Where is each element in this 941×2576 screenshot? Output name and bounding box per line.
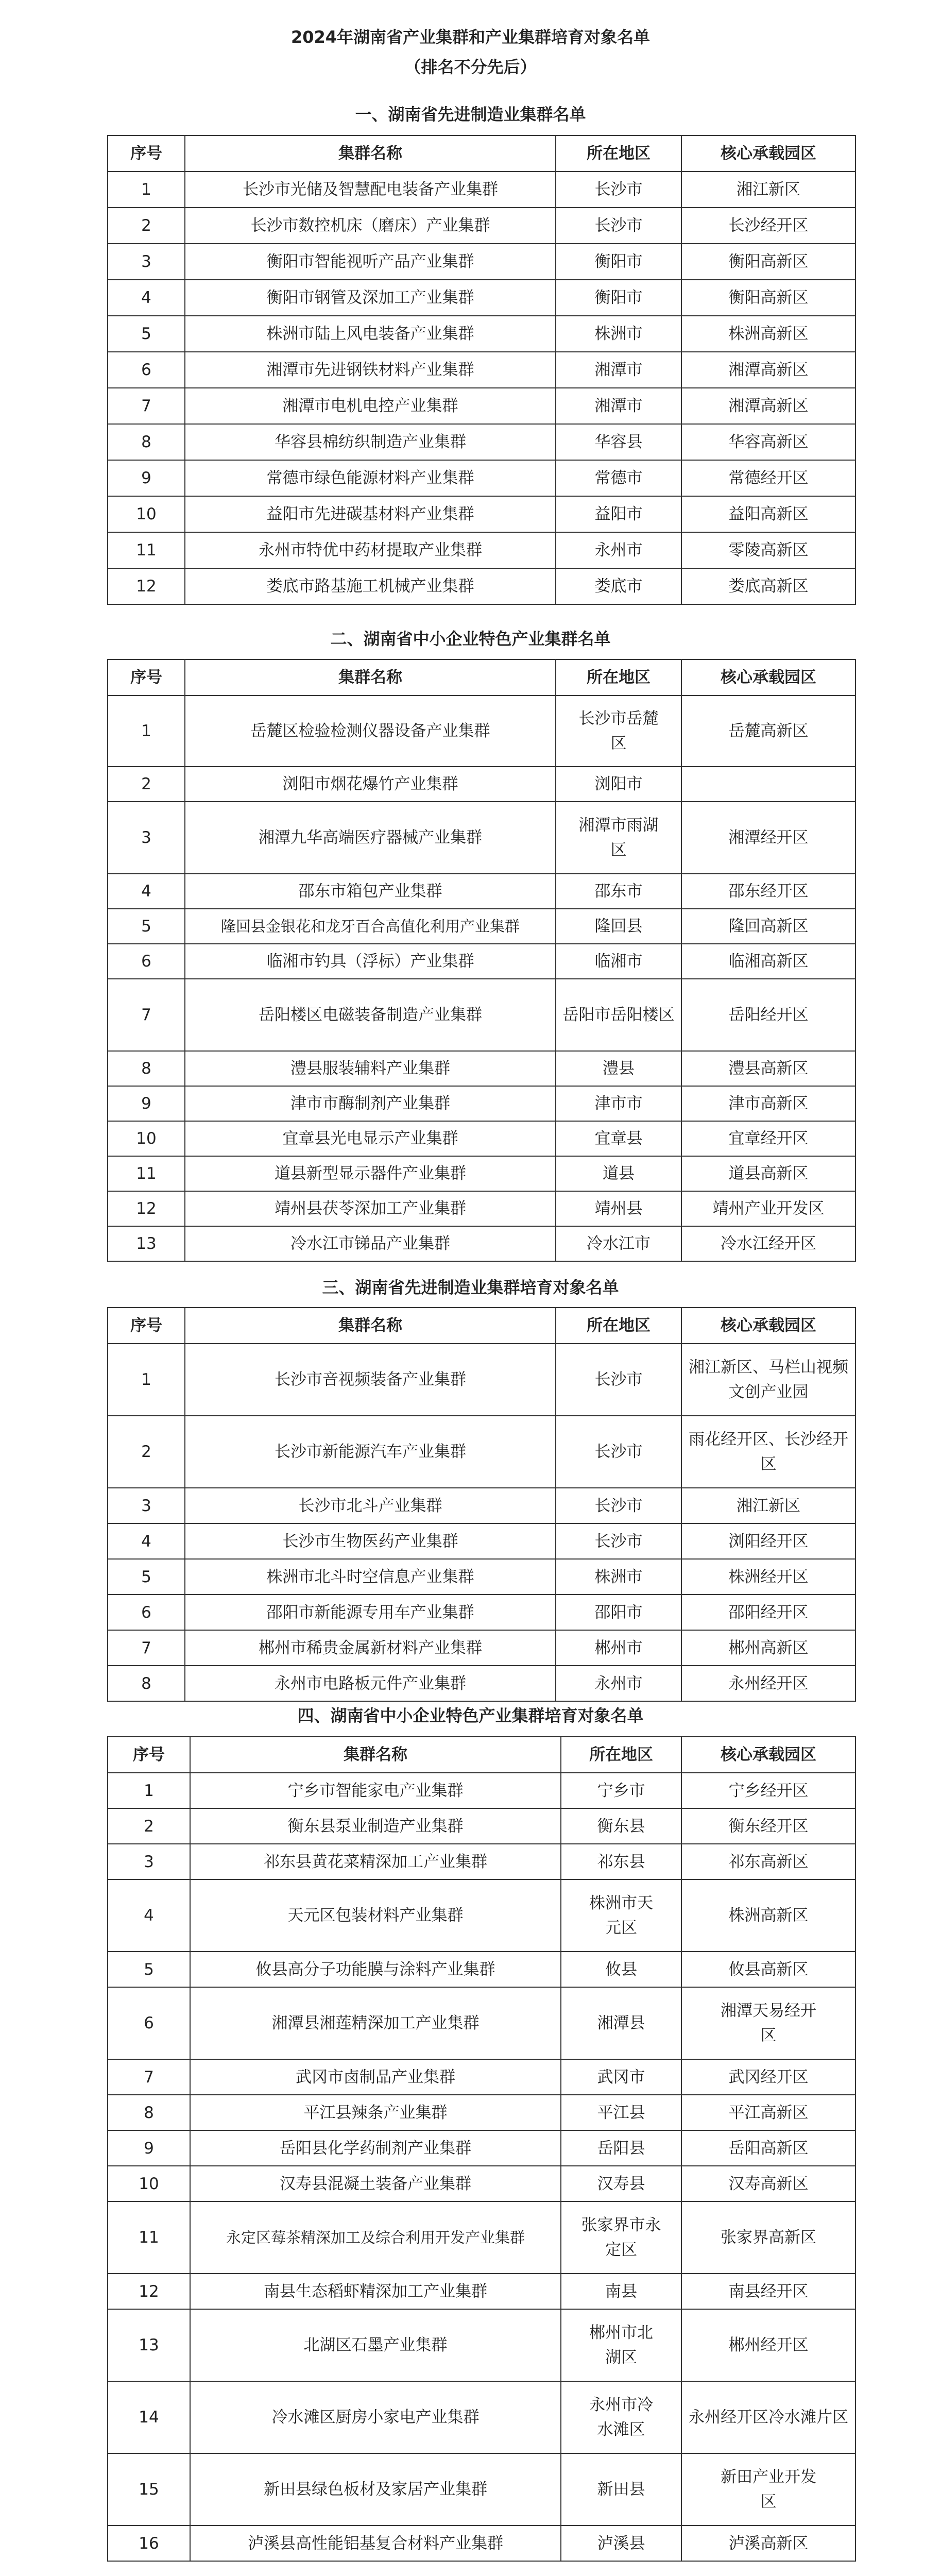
- cell-name: 长沙市光储及智慧配电装备产业集群: [185, 172, 556, 208]
- cell-name: 隆回县金银花和龙牙百合高值化利用产业集群: [185, 909, 556, 944]
- section-title-1: 一、湖南省先进制造业集群名单: [355, 105, 586, 124]
- cell-park: 雨花经开区、长沙经开区: [681, 1416, 856, 1488]
- cell-region: 长沙市: [556, 172, 681, 208]
- cell-region: 长沙市: [556, 1488, 681, 1523]
- cell-no: 11: [108, 532, 185, 568]
- cell-name: 长沙市生物医药产业集群: [185, 1523, 556, 1559]
- table-row: [108, 1226, 856, 1261]
- cell-park: 湘潭高新区: [681, 352, 856, 388]
- table-row: [108, 1808, 856, 1844]
- cell-region: 华容县: [556, 424, 681, 460]
- table-row: [108, 2166, 856, 2201]
- cell-no: 3: [108, 244, 185, 280]
- cell-park: 零陵高新区: [681, 532, 856, 568]
- table-row: [108, 280, 856, 316]
- cell-park: 新田产业开发区: [681, 2453, 856, 2526]
- cell-no: 16: [108, 2526, 190, 2561]
- cell-park: 衡阳高新区: [681, 280, 856, 316]
- cell-park: 宁乡经开区: [681, 1773, 856, 1808]
- cell-park: 宜章经开区: [681, 1121, 856, 1156]
- cell-name: 浏阳市烟花爆竹产业集群: [185, 767, 556, 802]
- cell-name: 津市市酶制剂产业集群: [185, 1086, 556, 1121]
- cell-park: 华容高新区: [681, 424, 856, 460]
- cell-region: 新田县: [561, 2453, 681, 2526]
- page-subtitle: （排名不分先后）: [404, 57, 537, 77]
- cell-region: 衡阳市: [556, 280, 681, 316]
- table-row: [108, 2274, 856, 2309]
- cell-region: 长沙市: [556, 1344, 681, 1416]
- cell-region: 湘潭市雨湖区: [556, 802, 681, 874]
- cell-no: 12: [108, 568, 185, 604]
- cell-name: 岳麓区检验检测仪器设备产业集群: [185, 696, 556, 767]
- cell-name: 湘潭九华高端医疗器械产业集群: [185, 802, 556, 874]
- cell-name: 株洲市北斗时空信息产业集群: [185, 1559, 556, 1595]
- cell-name: 岳阳楼区电磁装备制造产业集群: [185, 979, 556, 1051]
- cell-park: 祁东高新区: [681, 1844, 856, 1879]
- cell-no: 12: [108, 1191, 185, 1226]
- cell-name: 岳阳县化学药制剂产业集群: [190, 2130, 561, 2166]
- cell-no: 6: [108, 1987, 190, 2059]
- cell-no: 9: [108, 460, 185, 496]
- cell-name: 湘潭县湘莲精深加工产业集群: [190, 1987, 561, 2059]
- table-row: [108, 1773, 856, 1808]
- cell-region: 汉寿县: [561, 2166, 681, 2201]
- cell-name: 攸县高分子功能膜与涂料产业集群: [190, 1952, 561, 1987]
- table-row: [108, 1630, 856, 1666]
- cell-region: 临湘市: [556, 944, 681, 979]
- cell-name: 宁乡市智能家电产业集群: [190, 1773, 561, 1808]
- header-park: 核心承载园区: [681, 659, 856, 696]
- cell-region: 泸溪县: [561, 2526, 681, 2561]
- cell-no: 1: [108, 172, 185, 208]
- cell-name: 衡阳市智能视听产品产业集群: [185, 244, 556, 280]
- cell-park: 郴州经开区: [681, 2309, 856, 2381]
- cell-no: 6: [108, 352, 185, 388]
- table-row: [108, 1156, 856, 1191]
- cell-no: 14: [108, 2381, 190, 2453]
- cell-no: 11: [108, 2201, 190, 2274]
- header-region: 所在地区: [561, 1737, 681, 1773]
- table-row: [108, 496, 856, 532]
- cell-no: 5: [108, 1952, 190, 1987]
- header-name: 集群名称: [190, 1737, 561, 1773]
- cell-no: 8: [108, 2095, 190, 2130]
- cell-region: 邵东市: [556, 874, 681, 909]
- cell-name: 道县新型显示器件产业集群: [185, 1156, 556, 1191]
- cell-name: 冷水江市锑品产业集群: [185, 1226, 556, 1261]
- table-row: [108, 208, 856, 244]
- cell-park: 湘江新区、马栏山视频文创产业园: [681, 1344, 856, 1416]
- cell-park: 武冈经开区: [681, 2059, 856, 2095]
- cell-park: 岳阳高新区: [681, 2130, 856, 2166]
- cell-name: 宜章县光电显示产业集群: [185, 1121, 556, 1156]
- cell-no: 4: [108, 1879, 190, 1952]
- cell-name: 澧县服装辅料产业集群: [185, 1051, 556, 1086]
- cell-no: 3: [108, 1488, 185, 1523]
- cell-park: 常德经开区: [681, 460, 856, 496]
- cell-park: 道县高新区: [681, 1156, 856, 1191]
- header-no: 序号: [108, 135, 185, 172]
- cell-region: 常德市: [556, 460, 681, 496]
- cell-name: 衡阳市钢管及深加工产业集群: [185, 280, 556, 316]
- cell-no: 5: [108, 316, 185, 352]
- cell-name: 邵阳市新能源专用车产业集群: [185, 1595, 556, 1630]
- table-row: [108, 1344, 856, 1416]
- cell-name: 靖州县茯苓深加工产业集群: [185, 1191, 556, 1226]
- cell-park: 株洲高新区: [681, 316, 856, 352]
- cell-no: 9: [108, 2130, 190, 2166]
- cell-no: 12: [108, 2274, 190, 2309]
- table-row: [108, 909, 856, 944]
- table-row: [108, 2309, 856, 2381]
- cell-no: 13: [108, 2309, 190, 2381]
- cell-region: 娄底市: [556, 568, 681, 604]
- cell-region: 隆回县: [556, 909, 681, 944]
- cell-name: 冷水滩区厨房小家电产业集群: [190, 2381, 561, 2453]
- cell-name: 武冈市卤制品产业集群: [190, 2059, 561, 2095]
- table-row: [108, 2059, 856, 2095]
- table-row: [108, 388, 856, 424]
- cell-region: 津市市: [556, 1086, 681, 1121]
- cell-region: 靖州县: [556, 1191, 681, 1226]
- cell-region: 衡阳市: [556, 244, 681, 280]
- cell-no: 7: [108, 979, 185, 1051]
- cell-park: 湘潭高新区: [681, 388, 856, 424]
- cell-region: 平江县: [561, 2095, 681, 2130]
- cell-park: 岳麓高新区: [681, 696, 856, 767]
- header-park: 核心承载园区: [681, 135, 856, 172]
- cell-region: 攸县: [561, 1952, 681, 1987]
- cell-region: 长沙市: [556, 1523, 681, 1559]
- cell-region: 湘潭县: [561, 1987, 681, 2059]
- cell-no: 10: [108, 496, 185, 532]
- cell-region: 衡东县: [561, 1808, 681, 1844]
- table-row: [108, 1844, 856, 1879]
- cell-region: 郴州市: [556, 1630, 681, 1666]
- cell-name: 郴州市稀贵金属新材料产业集群: [185, 1630, 556, 1666]
- table-row: [108, 424, 856, 460]
- cell-park: 湘潭天易经开区: [681, 1987, 856, 2059]
- header-name: 集群名称: [185, 1308, 556, 1344]
- cell-park: 张家界高新区: [681, 2201, 856, 2274]
- cell-region: 永州市冷水滩区: [561, 2381, 681, 2453]
- table-row: [108, 874, 856, 909]
- table-row: [108, 2526, 856, 2561]
- cell-region: 永州市: [556, 532, 681, 568]
- cell-park: 南县经开区: [681, 2274, 856, 2309]
- cell-name: 天元区包装材料产业集群: [190, 1879, 561, 1952]
- cell-park: 娄底高新区: [681, 568, 856, 604]
- table-row: [108, 532, 856, 568]
- cell-park: 株洲高新区: [681, 1879, 856, 1952]
- table-row: [108, 2095, 856, 2130]
- cell-region: 长沙市: [556, 208, 681, 244]
- table-row: [108, 1952, 856, 1987]
- cell-region: 湘潭市: [556, 352, 681, 388]
- table-row: [108, 1987, 856, 2059]
- cell-region: 益阳市: [556, 496, 681, 532]
- cell-park: 泸溪高新区: [681, 2526, 856, 2561]
- header-region: 所在地区: [556, 659, 681, 696]
- cell-park: 冷水江经开区: [681, 1226, 856, 1261]
- cell-name: 汉寿县混凝土装备产业集群: [190, 2166, 561, 2201]
- section-title-3: 三、湖南省先进制造业集群培育对象名单: [322, 1278, 619, 1297]
- cell-no: 3: [108, 802, 185, 874]
- table-row: [108, 1488, 856, 1523]
- cell-park: 临湘高新区: [681, 944, 856, 979]
- cell-region: 岳阳市岳阳楼区: [556, 979, 681, 1051]
- table-row: [108, 979, 856, 1051]
- cell-name: 新田县绿色板材及家居产业集群: [190, 2453, 561, 2526]
- cell-park: 津市高新区: [681, 1086, 856, 1121]
- cell-region: 冷水江市: [556, 1226, 681, 1261]
- table-row: [108, 802, 856, 874]
- cell-region: 武冈市: [561, 2059, 681, 2095]
- table-row: [108, 1191, 856, 1226]
- cell-name: 平江县辣条产业集群: [190, 2095, 561, 2130]
- cell-no: 1: [108, 1344, 185, 1416]
- cell-park: 湘江新区: [681, 172, 856, 208]
- cell-name: 常德市绿色能源材料产业集群: [185, 460, 556, 496]
- cell-park: 衡东经开区: [681, 1808, 856, 1844]
- cell-region: 张家界市永定区: [561, 2201, 681, 2274]
- cell-no: 13: [108, 1226, 185, 1261]
- cell-region: 宜章县: [556, 1121, 681, 1156]
- table-row: [108, 460, 856, 496]
- table-row: [108, 1051, 856, 1086]
- cell-no: 8: [108, 1666, 185, 1701]
- table-sme-characteristic-cultivation: [107, 1736, 856, 2562]
- header-park: 核心承载园区: [681, 1308, 856, 1344]
- section-title-4: 四、湖南省中小企业特色产业集群培育对象名单: [297, 1706, 644, 1725]
- cell-no: 8: [108, 424, 185, 460]
- cell-park: 永州经开区冷水滩片区: [681, 2381, 856, 2453]
- cell-no: 6: [108, 1595, 185, 1630]
- cell-name: 长沙市数控机床（磨床）产业集群: [185, 208, 556, 244]
- cell-no: 11: [108, 1156, 185, 1191]
- cell-park: 邵东经开区: [681, 874, 856, 909]
- cell-park: [681, 767, 856, 802]
- cell-name: 长沙市北斗产业集群: [185, 1488, 556, 1523]
- cell-no: 7: [108, 388, 185, 424]
- cell-no: 7: [108, 1630, 185, 1666]
- cell-park: 平江高新区: [681, 2095, 856, 2130]
- cell-name: 益阳市先进碳基材料产业集群: [185, 496, 556, 532]
- cell-name: 南县生态稻虾精深加工产业集群: [190, 2274, 561, 2309]
- cell-park: 长沙经开区: [681, 208, 856, 244]
- cell-no: 5: [108, 909, 185, 944]
- header-park: 核心承载园区: [681, 1737, 856, 1773]
- cell-no: 4: [108, 280, 185, 316]
- cell-no: 2: [108, 1808, 190, 1844]
- cell-no: 6: [108, 944, 185, 979]
- cell-region: 澧县: [556, 1051, 681, 1086]
- cell-park: 湘潭经开区: [681, 802, 856, 874]
- cell-no: 7: [108, 2059, 190, 2095]
- table-row: [108, 2201, 856, 2274]
- cell-region: 岳阳县: [561, 2130, 681, 2166]
- page-title: 2024年湖南省产业集群和产业集群培育对象名单: [290, 27, 651, 47]
- cell-region: 浏阳市: [556, 767, 681, 802]
- cell-no: 1: [108, 696, 185, 767]
- cell-name: 株洲市陆上风电装备产业集群: [185, 316, 556, 352]
- cell-name: 湘潭市电机电控产业集群: [185, 388, 556, 424]
- cell-region: 长沙市岳麓区: [556, 696, 681, 767]
- cell-no: 2: [108, 208, 185, 244]
- table-row: [108, 2453, 856, 2526]
- table-sme-characteristic-clusters: [107, 659, 856, 1262]
- cell-region: 株洲市天元区: [561, 1879, 681, 1952]
- header-region: 所在地区: [556, 135, 681, 172]
- cell-name: 邵东市箱包产业集群: [185, 874, 556, 909]
- header-no: 序号: [108, 659, 185, 696]
- table-row: [108, 172, 856, 208]
- cell-no: 5: [108, 1559, 185, 1595]
- cell-name: 永定区莓茶精深加工及综合利用开发产业集群: [190, 2201, 561, 2274]
- cell-region: 株洲市: [556, 1559, 681, 1595]
- cell-name: 祁东县黄花菜精深加工产业集群: [190, 1844, 561, 1879]
- cell-region: 道县: [556, 1156, 681, 1191]
- cell-no: 2: [108, 767, 185, 802]
- cell-name: 临湘市钓具（浮标）产业集群: [185, 944, 556, 979]
- table-row: [108, 244, 856, 280]
- cell-name: 长沙市新能源汽车产业集群: [185, 1416, 556, 1488]
- cell-park: 衡阳高新区: [681, 244, 856, 280]
- table-row: [108, 944, 856, 979]
- cell-name: 湘潭市先进钢铁材料产业集群: [185, 352, 556, 388]
- cell-region: 郴州市北湖区: [561, 2309, 681, 2381]
- cell-name: 娄底市路基施工机械产业集群: [185, 568, 556, 604]
- section-title-2: 二、湖南省中小企业特色产业集群名单: [330, 629, 611, 649]
- table-row: [108, 1121, 856, 1156]
- cell-no: 10: [108, 1121, 185, 1156]
- cell-region: 南县: [561, 2274, 681, 2309]
- cell-no: 4: [108, 1523, 185, 1559]
- cell-no: 9: [108, 1086, 185, 1121]
- cell-park: 汉寿高新区: [681, 2166, 856, 2201]
- cell-region: 湘潭市: [556, 388, 681, 424]
- cell-name: 衡东县泵业制造产业集群: [190, 1808, 561, 1844]
- cell-park: 益阳高新区: [681, 496, 856, 532]
- cell-name: 永州市电路板元件产业集群: [185, 1666, 556, 1701]
- cell-park: 株洲经开区: [681, 1559, 856, 1595]
- cell-region: 宁乡市: [561, 1773, 681, 1808]
- cell-name: 北湖区石墨产业集群: [190, 2309, 561, 2381]
- header-name: 集群名称: [185, 659, 556, 696]
- cell-no: 2: [108, 1416, 185, 1488]
- table-row: [108, 1086, 856, 1121]
- cell-region: 邵阳市: [556, 1595, 681, 1630]
- cell-no: 10: [108, 2166, 190, 2201]
- cell-no: 4: [108, 874, 185, 909]
- table-row: [108, 1559, 856, 1595]
- table-row: [108, 568, 856, 604]
- table-row: [108, 352, 856, 388]
- cell-park: 攸县高新区: [681, 1952, 856, 1987]
- table-row: [108, 767, 856, 802]
- cell-name: 长沙市音视频装备产业集群: [185, 1344, 556, 1416]
- cell-no: 3: [108, 1844, 190, 1879]
- table-row: [108, 1595, 856, 1630]
- cell-name: 泸溪县高性能铝基复合材料产业集群: [190, 2526, 561, 2561]
- cell-no: 1: [108, 1773, 190, 1808]
- cell-park: 岳阳经开区: [681, 979, 856, 1051]
- cell-park: 湘江新区: [681, 1488, 856, 1523]
- cell-no: 15: [108, 2453, 190, 2526]
- cell-region: 祁东县: [561, 1844, 681, 1879]
- table-row: [108, 696, 856, 767]
- cell-region: 永州市: [556, 1666, 681, 1701]
- cell-name: 华容县棉纺织制造产业集群: [185, 424, 556, 460]
- header-name: 集群名称: [185, 135, 556, 172]
- cell-park: 邵阳经开区: [681, 1595, 856, 1630]
- table-row: [108, 2130, 856, 2166]
- table-row: [108, 1879, 856, 1952]
- table-row: [108, 1666, 856, 1701]
- table-row: [108, 1416, 856, 1488]
- cell-park: 郴州高新区: [681, 1630, 856, 1666]
- table-advanced-manufacturing-cultivation: [107, 1307, 856, 1702]
- cell-park: 隆回高新区: [681, 909, 856, 944]
- cell-park: 靖州产业开发区: [681, 1191, 856, 1226]
- cell-no: 8: [108, 1051, 185, 1086]
- cell-region: 株洲市: [556, 316, 681, 352]
- header-no: 序号: [108, 1308, 185, 1344]
- cell-name: 永州市特优中药材提取产业集群: [185, 532, 556, 568]
- table-advanced-manufacturing-clusters: [107, 135, 856, 605]
- table-row: [108, 1523, 856, 1559]
- header-region: 所在地区: [556, 1308, 681, 1344]
- header-no: 序号: [108, 1737, 190, 1773]
- cell-park: 浏阳经开区: [681, 1523, 856, 1559]
- cell-park: 永州经开区: [681, 1666, 856, 1701]
- cell-park: 澧县高新区: [681, 1051, 856, 1086]
- cell-region: 长沙市: [556, 1416, 681, 1488]
- table-row: [108, 316, 856, 352]
- table-row: [108, 2381, 856, 2453]
